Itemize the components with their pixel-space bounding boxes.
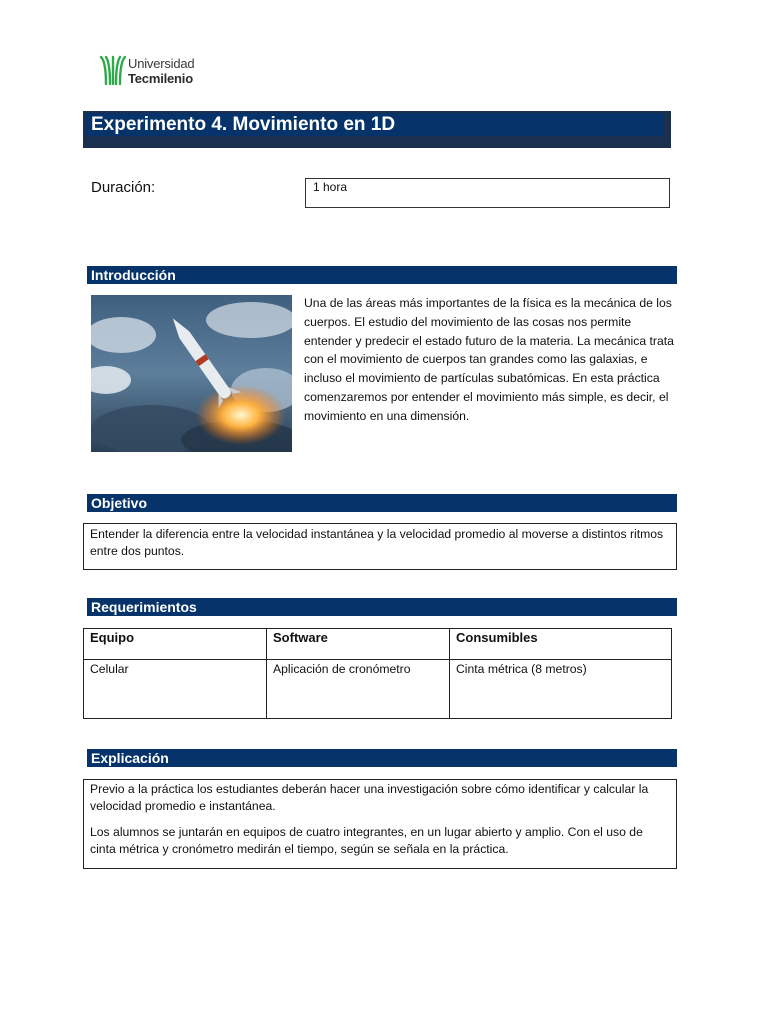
duration-value: 1 hora <box>313 180 348 194</box>
page-title: Experimento 4. Movimiento en 1D <box>91 114 396 135</box>
table-cell: Celular <box>84 660 267 719</box>
intro-text: Una de las áreas más importantes de la física es la mecánica de los cuerpos. El estudio del movimiento de las cosas nos permite entender y predecir el estado futuro de la materia. La mecánica trata con el movimiento de cuerpos tan grandes como las galaxias, e incluso el movimiento de partículas subatómicas. En esta práctica comenzaremos por entender el movimiento más simple, es decir, el movimiento en una dimensión. <box>304 296 674 423</box>
column-header-software: Software <box>267 629 450 660</box>
section-heading-explanation: Explicación <box>87 749 677 767</box>
table-header-row <box>84 629 672 660</box>
section-heading-intro: Introducción <box>87 266 677 284</box>
logo-text-universidad: Universidad <box>128 56 195 71</box>
objective-text: Entender la diferencia entre la velocidad instantánea y la velocidad promedio al moverse a distintos ritmos entre dos puntos. <box>90 527 664 558</box>
section-heading-objective: Objetivo <box>87 494 677 512</box>
column-header-consumibles: Consumibles <box>450 629 672 660</box>
table-row <box>84 660 672 719</box>
rocket-launch-image <box>91 295 292 452</box>
requirements-table <box>83 628 672 719</box>
objective-box <box>83 523 677 570</box>
logo-text-tecmilenio: Tecmilenio <box>128 71 193 86</box>
explanation-paragraph: Previo a la práctica los estudiantes deberán hacer una investigación sobre cómo identificar y calcular la velocidad promedio e instantánea. <box>90 782 649 813</box>
section-heading-requirements: Requerimientos <box>87 598 677 616</box>
explanation-paragraph: Los alumnos se juntarán en equipos de cuatro integrantes, en un lugar abierto y amplio. Con el uso de cinta métrica y cronómetro medirán el tiempo, según se señala en la práctica. <box>90 825 643 856</box>
explanation-box <box>83 779 677 869</box>
table-cell: Aplicación de cronómetro <box>267 660 450 719</box>
table-cell: Cinta métrica (8 metros) <box>450 660 672 719</box>
duration-field <box>305 178 670 208</box>
university-logo-icon <box>98 54 128 86</box>
duration-label: Duración: <box>91 179 156 196</box>
column-header-equipo: Equipo <box>84 629 267 660</box>
